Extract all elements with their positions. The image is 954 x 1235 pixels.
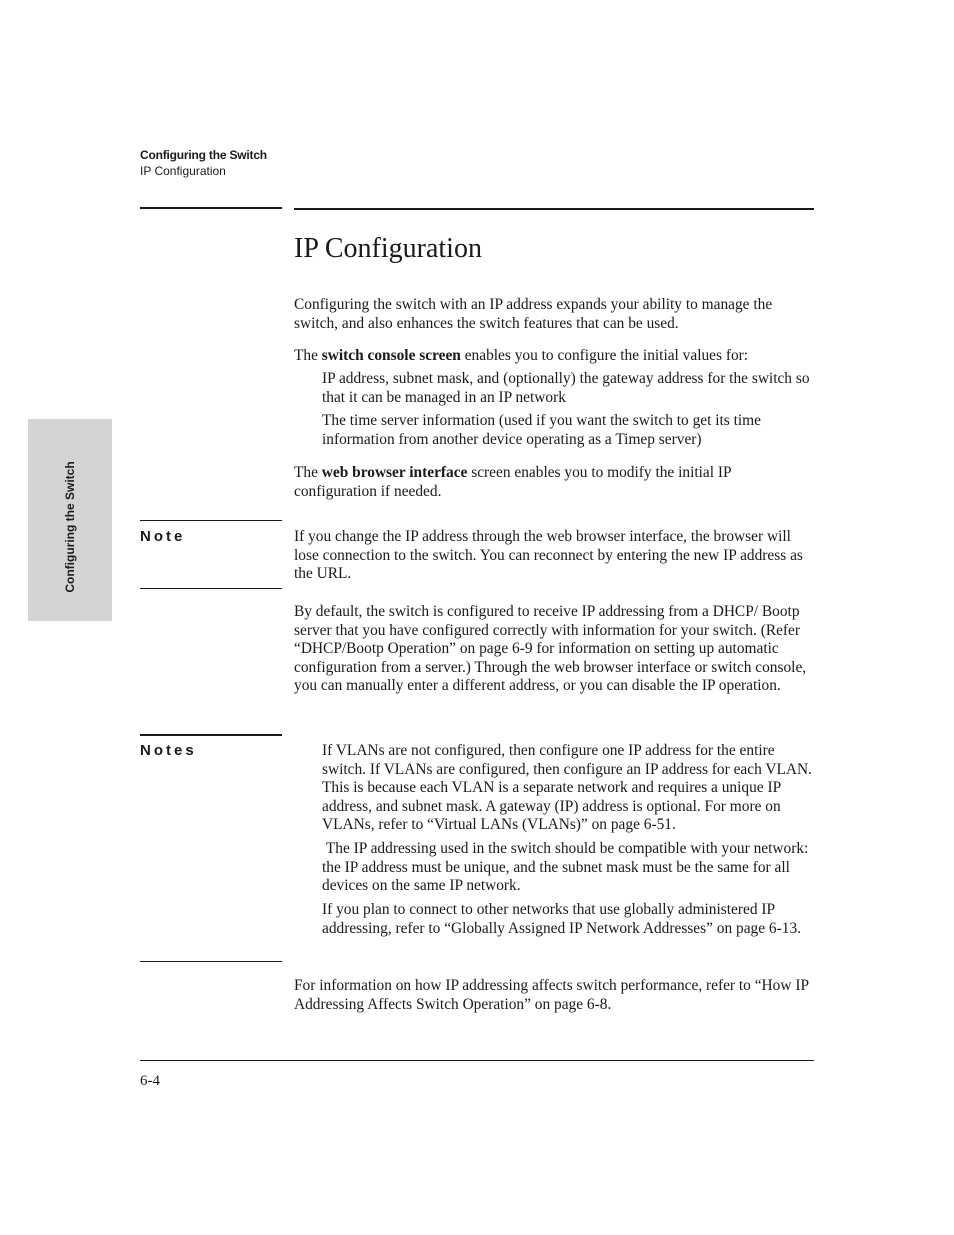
notes-rule-top xyxy=(140,734,282,736)
running-header xyxy=(140,147,267,179)
browser-suffix: screen enables you to modify the initial IP configuration if needed. xyxy=(294,464,731,500)
footer-rule xyxy=(140,1060,814,1061)
browser-prefix: The xyxy=(294,464,322,481)
intro-paragraph: Configuring the switch with an IP address expands your ability to manage the switch, and also enhances the switch features that can be used. xyxy=(294,296,773,332)
default-paragraph: By default, the switch is configured to receive IP addressing from a DHCP/ Bootp server that you have configured correctly with information for your switch. (Refer “DHCP/Bootp Operation” on page 6-9 for information on setting up automatic configuration from a server.) Through the web browser interface or switch console, you can manually enter a different address, or you can disable the IP operation. xyxy=(294,603,807,695)
browser-paragraph xyxy=(294,464,814,501)
running-header-chapter: Configuring the Switch xyxy=(140,148,267,162)
note-rule-bottom xyxy=(140,588,282,589)
console-paragraph xyxy=(294,347,814,366)
notes-label: Notes xyxy=(140,742,197,759)
notes-rule-bottom xyxy=(140,961,282,962)
console-emphasis: switch console screen xyxy=(321,347,461,364)
notes-item: The IP addressing used in the switch should be compatible with your network: the IP address must be unique, and the subnet mask must be the same for all devices on the same IP network. xyxy=(322,840,813,895)
note-label: Note xyxy=(140,528,186,545)
chapter-side-tab xyxy=(28,419,112,621)
page-title: IP Configuration xyxy=(294,233,482,264)
header-rule-left xyxy=(140,207,282,209)
note-text: If you change the IP address through the web browser interface, the browser will lose connection to the switch. You can reconnect by entering the new IP address as the URL. xyxy=(294,528,803,583)
closing-paragraph: For information on how IP addressing affects switch performance, refer to “How IP Addressing Affects Switch Operation” on page 6-8. xyxy=(294,977,809,1013)
header-rule-main xyxy=(294,208,814,210)
console-item: IP address, subnet mask, and (optionally) the gateway address for the switch so that it can be managed in an IP network xyxy=(322,370,810,406)
console-suffix: enables you to configure the initial values for: xyxy=(460,347,749,364)
page-number: 6-4 xyxy=(140,1073,160,1089)
console-item: The time server information (used if you want the switch to get its time information from another device operating as a Timep server) xyxy=(322,412,761,448)
notes-item: If you plan to connect to other networks that use globally administered IP addressing, refer to “Globally Assigned IP Network Addresses” on page 6-13. xyxy=(322,901,801,937)
chapter-side-tab-label: Configuring the Switch xyxy=(63,461,77,593)
running-header-section: IP Configuration xyxy=(140,164,226,178)
note-rule-top xyxy=(140,520,282,521)
browser-emphasis: web browser interface xyxy=(321,464,468,481)
notes-item: If VLANs are not configured, then configure one IP address for the entire switch. If VLANs are configured, then configure an IP address for each VLAN. This is because each VLAN is a separate network and requires a unique IP address, and subnet mask. A gateway (IP) address is optional. For more on VLANs, refer to “Virtual LANs (VLANs)” on page 6-51. xyxy=(322,742,812,834)
console-prefix: The xyxy=(294,347,322,364)
